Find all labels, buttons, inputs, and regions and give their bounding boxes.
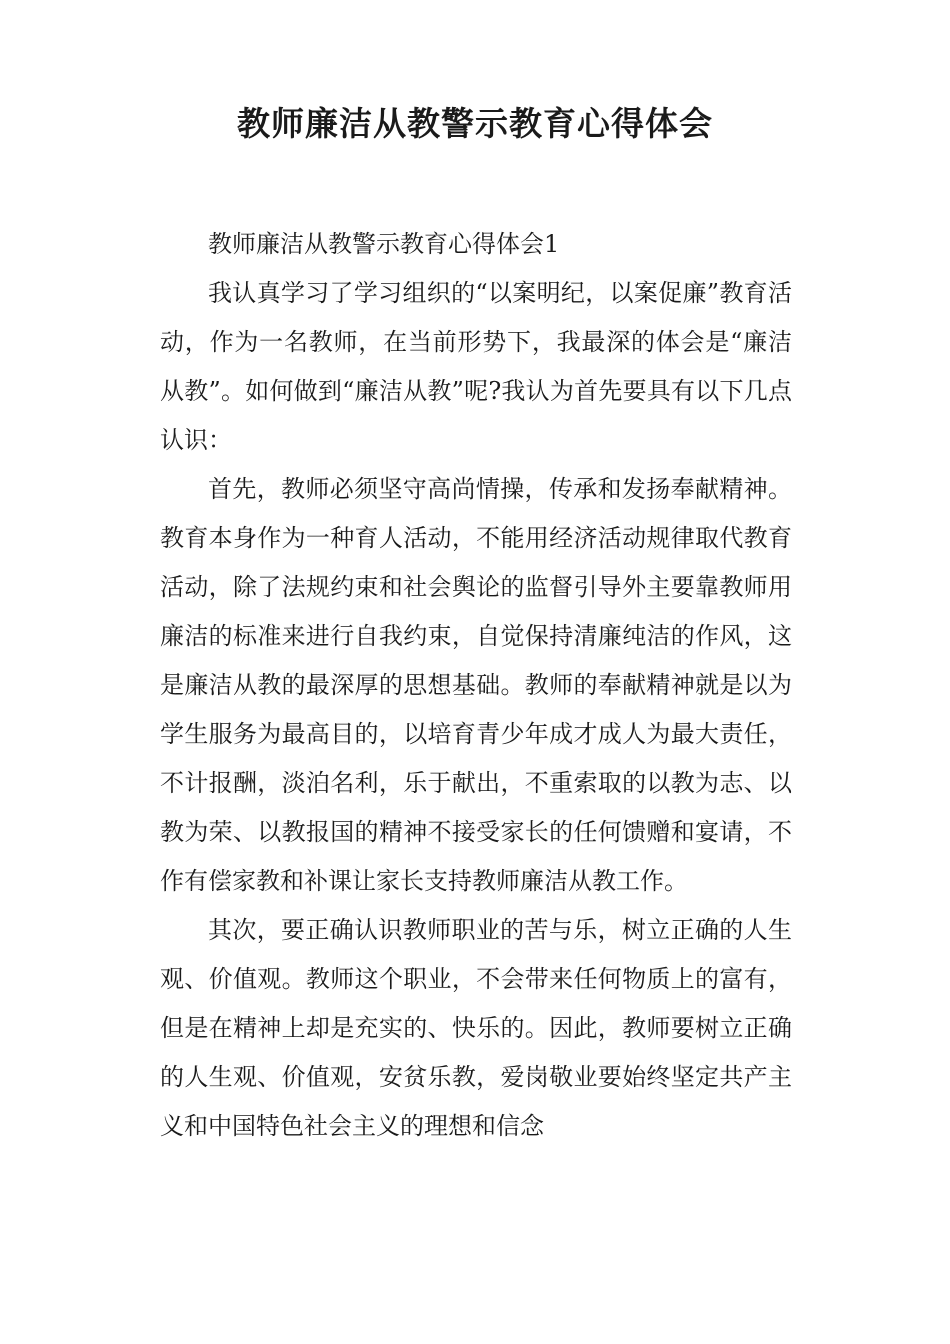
document-title: 教师廉洁从教警示教育心得体会 (237, 104, 713, 143)
section-heading: 教师廉洁从教警示教育心得体会1 (208, 230, 560, 258)
paragraph-first-point: 首先，教师必须坚守高尚情操，传承和发扬奉献精神。教育本身作为一种育人活动，不能用经济活动规律取代教育活动，除了法规约束和社会舆论的监督引导外主要靠教师用廉洁的标准来进行自我约束，自觉保持清廉纯洁的作风，这是廉洁从教的最深厚的思想基础。教师的奉献精神就是以为学生服务为最高目的，以培育青少年成才成人为最大责任，不计报酬，淡泊名利，乐于献出，不重索取的以教为志、以教为荣、以教报国的精神不接受家长的任何馈赠和宴请，不作有偿家教和补课让家长支持教师廉洁从教工作。 (160, 475, 792, 895)
paragraph-intro: 我认真学习了学习组织的“以案明纪，以案促廉”教育活动，作为一名教师，在当前形势下，我最深的体会是“廉洁从教”。如何做到“廉洁从教”呢?我认为首先要具有以下几点认识： (160, 279, 792, 454)
document-body (160, 220, 792, 1151)
paragraph-second-point: 其次，要正确认识教师职业的苦与乐，树立正确的人生观、价值观。教师这个职业，不会带来任何物质上的富有，但是在精神上却是充实的、快乐的。因此，教师要树立正确的人生观、价值观，安贫乐教，爱岗敬业要始终坚定共产主义和中国特色社会主义的理想和信念 (160, 916, 792, 1140)
